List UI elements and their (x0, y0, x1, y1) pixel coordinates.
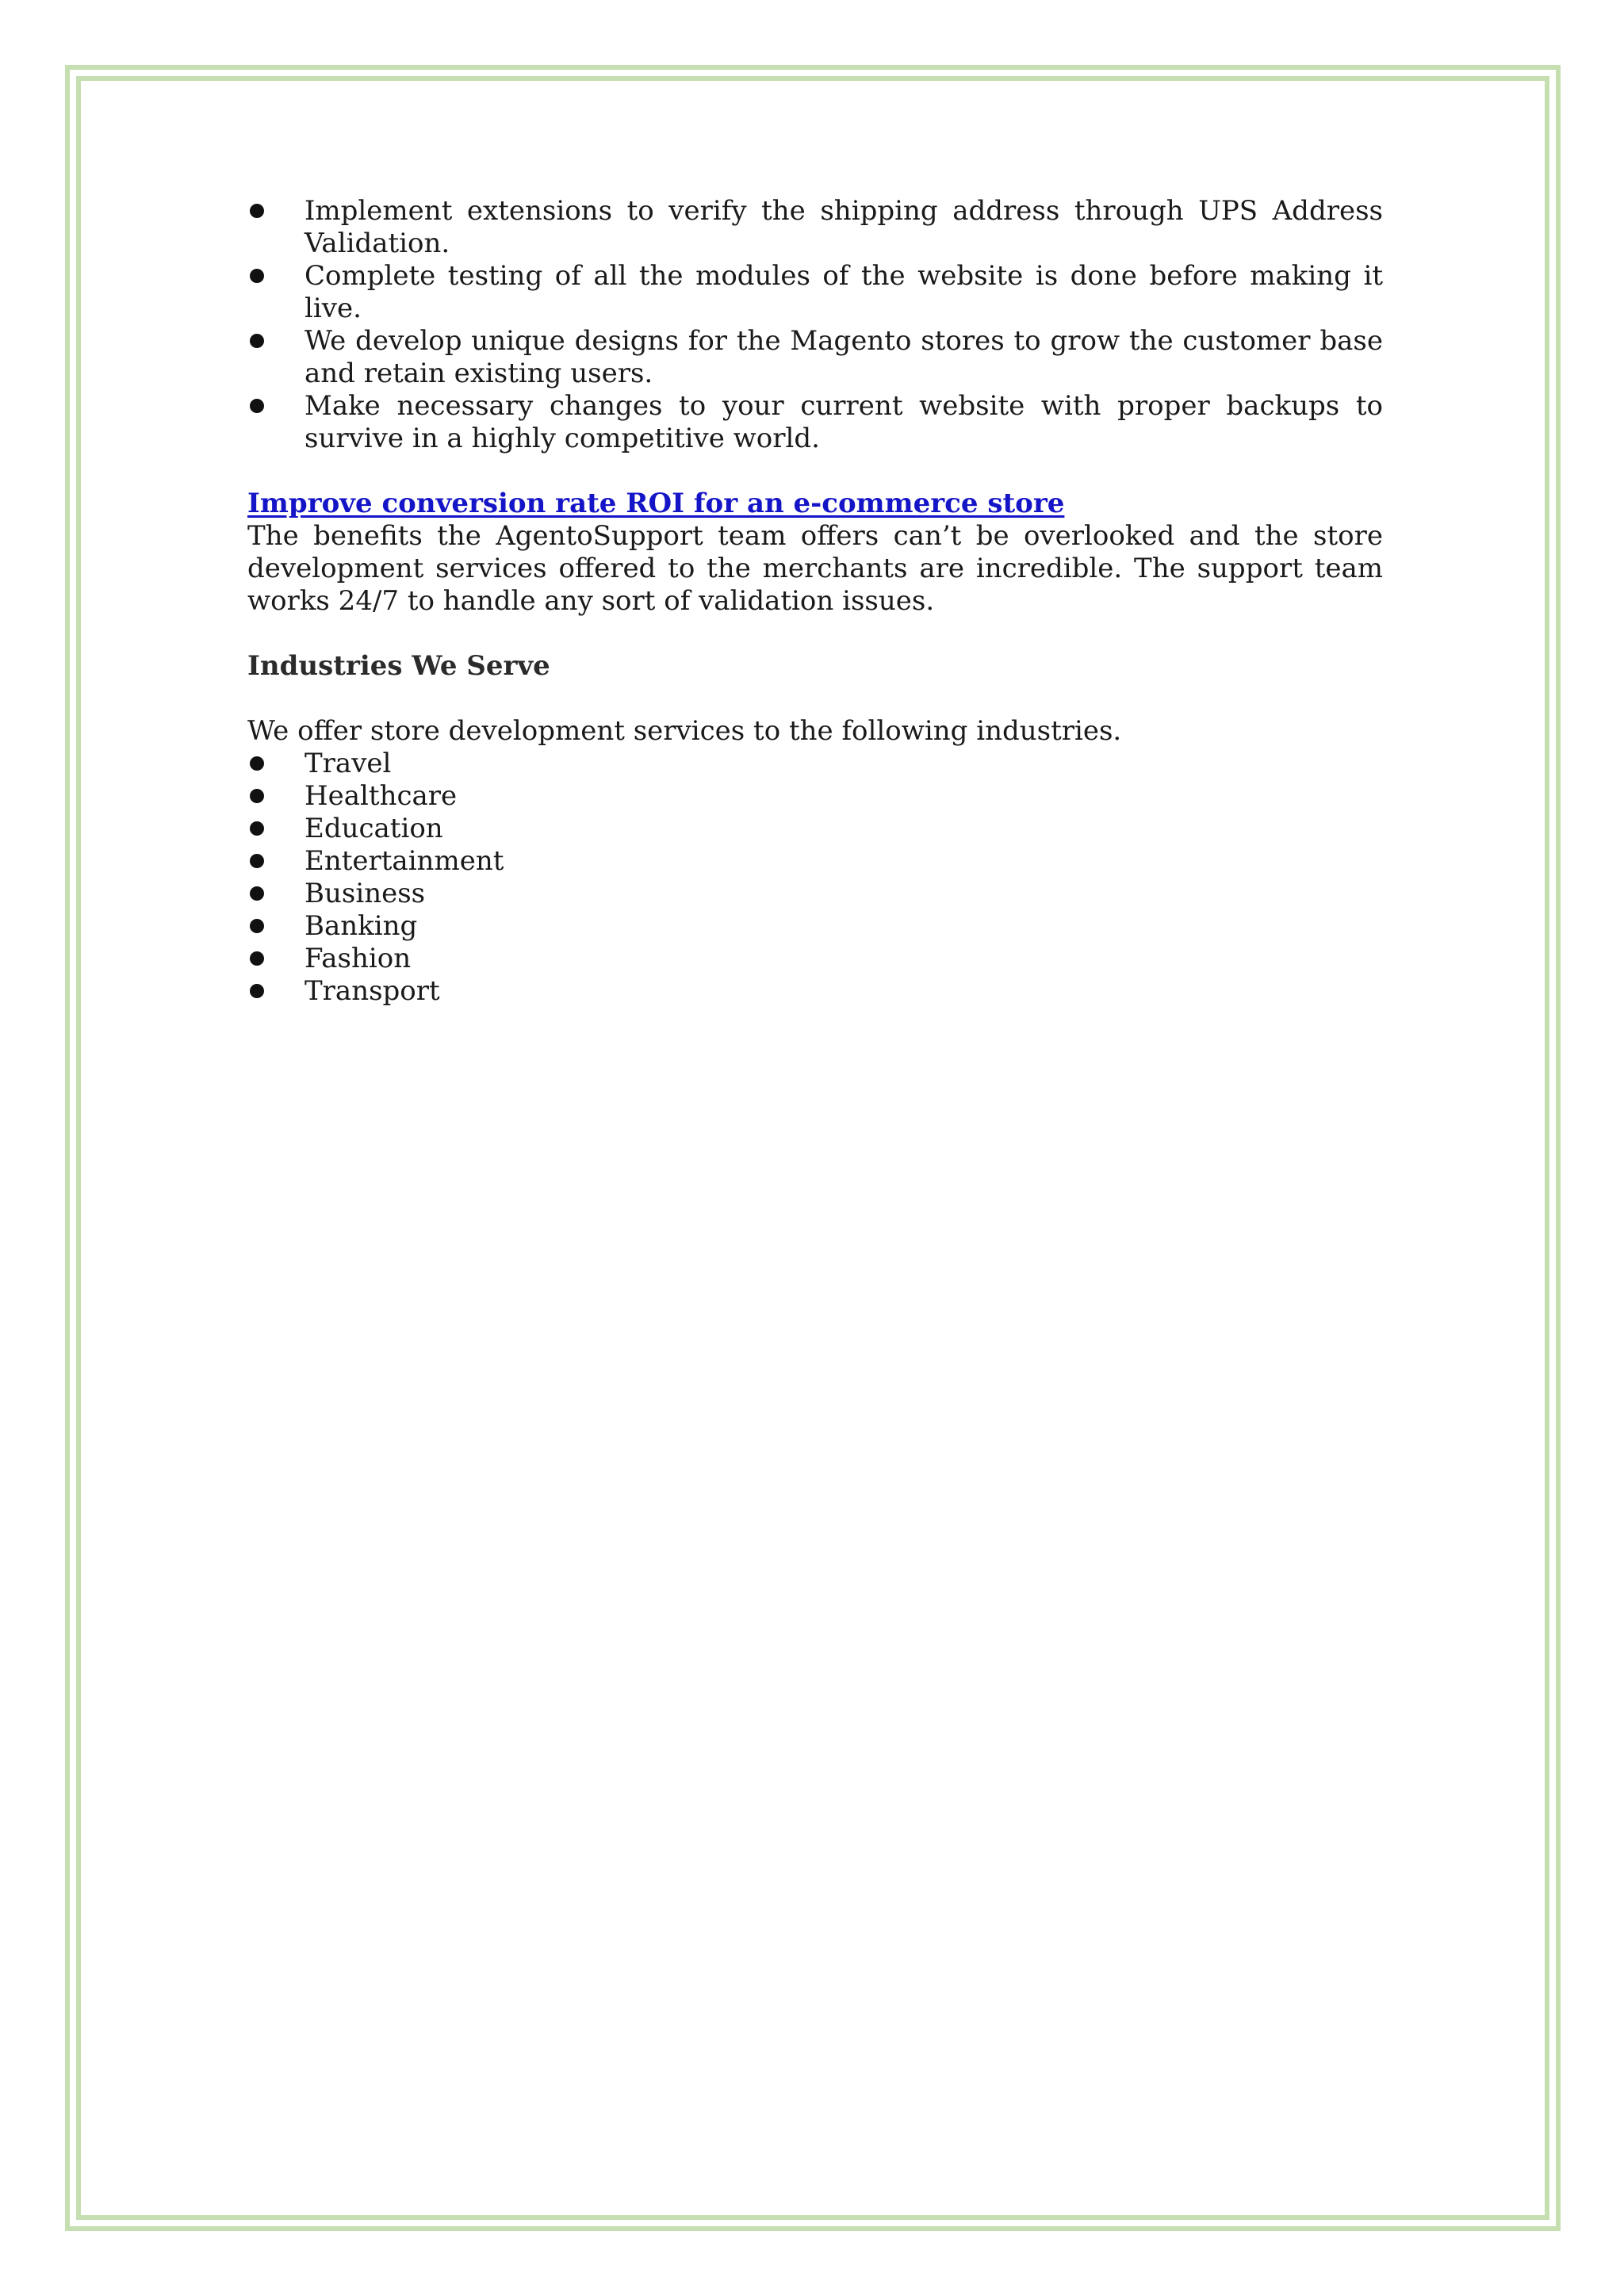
bullet-icon (250, 269, 264, 283)
bullet-icon (250, 821, 264, 836)
conversion-heading-link[interactable]: Improve conversion rate ROI for an e-commerce store (247, 488, 1065, 519)
list-item: Complete testing of all the modules of the website is done before making it live. (247, 260, 1383, 325)
spacer (247, 455, 1383, 488)
bullet-icon (250, 854, 264, 868)
bullet-icon (250, 334, 264, 348)
list-item: Banking (247, 910, 1383, 943)
bullet-icon (250, 886, 264, 901)
services-list (247, 195, 1383, 455)
spacer (247, 618, 1383, 650)
list-item: Transport (247, 975, 1383, 1008)
list-item: Business (247, 878, 1383, 910)
industries-list (247, 748, 1383, 1008)
list-item: Entertainment (247, 845, 1383, 878)
industries-heading: Industries We Serve (247, 650, 550, 682)
bullet-icon (250, 984, 264, 998)
list-item: Fashion (247, 943, 1383, 975)
list-item: Make necessary changes to your current website with proper backups to survive in a highly competitive world. (247, 390, 1383, 455)
list-item: Implement extensions to verify the shipping address through UPS Address Validation. (247, 195, 1383, 260)
document-body (247, 195, 1383, 1008)
spacer (247, 683, 1383, 715)
bullet-icon (250, 789, 264, 803)
bullet-icon (250, 204, 264, 218)
bullet-icon (250, 951, 264, 966)
list-item: Education (247, 813, 1383, 845)
bullet-icon (250, 756, 264, 771)
list-item: We develop unique designs for the Magento stores to grow the customer base and retain existing users. (247, 325, 1383, 390)
list-item: Healthcare (247, 780, 1383, 813)
bullet-icon (250, 399, 264, 413)
conversion-paragraph: The benefits the AgentoSupport team offers can’t be overlooked and the store development services offered to the merchants are incredible. The support team works 24/7 to handle any sort of validation issues. (247, 520, 1383, 617)
industries-intro: We offer store development services to the following industries. (247, 715, 1122, 747)
list-item: Travel (247, 748, 1383, 780)
bullet-icon (250, 919, 264, 933)
